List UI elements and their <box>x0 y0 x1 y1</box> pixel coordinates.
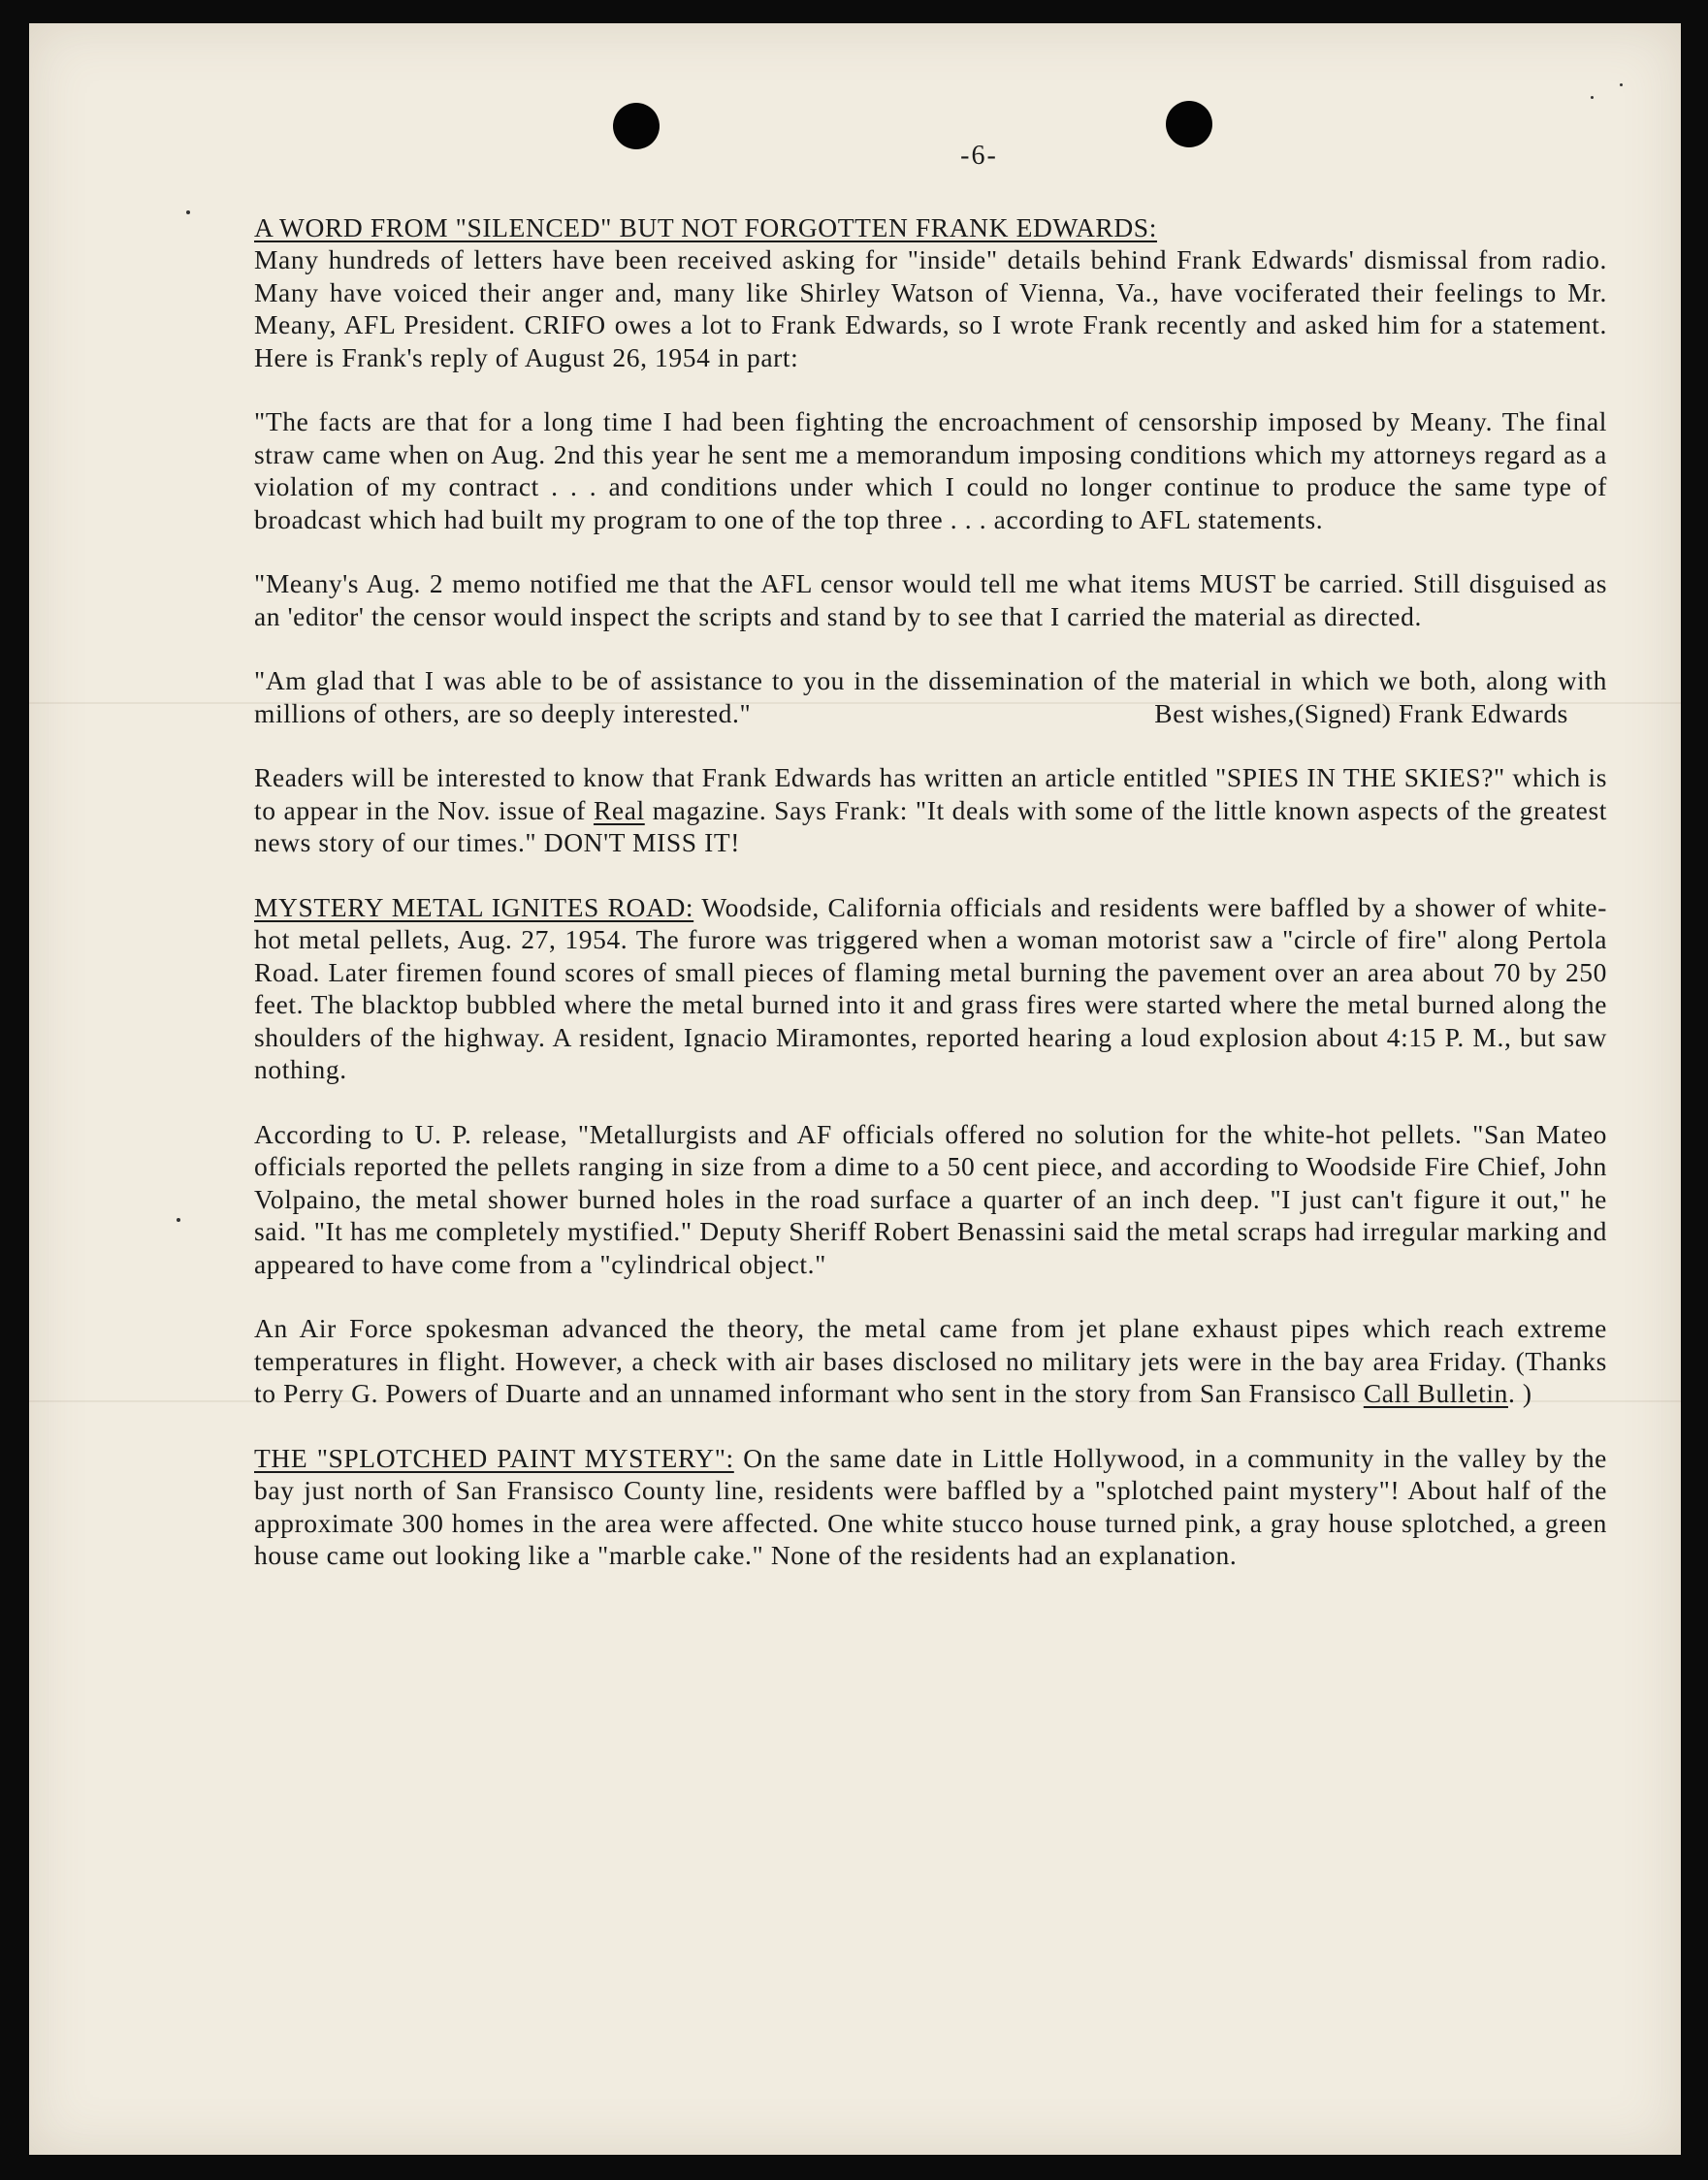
section-heading: MYSTERY METAL IGNITES ROAD: <box>254 891 694 922</box>
section-heading: A WORD FROM "SILENCED" BUT NOT FORGOTTEN FRANK EDWARDS: <box>254 211 1157 242</box>
quote-paragraph <box>254 664 1607 729</box>
section-paragraph <box>254 1312 1607 1410</box>
section-paragraph: According to U. P. release, "Metallurgists and AF officials offered no solution for the white-hot pellets. "San Mateo officials reported the pellets ranging in size from a dime to a 50 cent piece, and according to Woodside Fire Chief, John Volpaino, the metal shower burned holes in the road surface a quarter of an inch deep. "I just can't figure it out," he said. "It has me completely mystified." Deputy Sheriff Robert Benassini said the metal scraps had irregular marking and appeared to have come from a "cylindrical object." <box>254 1118 1607 1279</box>
paper-speck <box>186 210 190 214</box>
section-heading: THE "SPLOTCHED PAINT MYSTERY": <box>254 1442 734 1473</box>
paper-speck <box>177 1218 180 1222</box>
section-body: Woodside, California officials and residents were baffled by a shower of white-hot metal pellets, Aug. 27, 1954. The furore was triggered when a woman motorist saw a "circle of fire" along Pertola Road. Later firemen found scores of small pieces of flaming metal burning the pavement over an area about 70 by 250 feet. The blacktop bubbled where the metal burned into it and grass fires were started where the metal burned along the shoulders of the highway. A resident, Ignacio Miramontes, reported hearing a loud explosion about 4:15 P. M., but saw nothing. <box>254 891 1607 1084</box>
document-page <box>29 23 1681 2155</box>
section-body: . ) <box>1507 1378 1532 1408</box>
page-number: -6- <box>960 141 998 171</box>
signature: Best wishes,(Signed) Frank Edwards <box>1154 697 1568 728</box>
article-text: magazine. Says Frank: "It deals with some of the little known aspects of the greatest news story of our times." DON'T MISS IT! <box>254 794 1607 857</box>
quote-text: "Am glad that I was able to be of assistance to you in the dissemination of the material in which we both, along with millions of others, are so deeply interested." <box>254 665 1607 728</box>
paper-speck <box>1591 96 1594 99</box>
section-mystery-metal <box>254 891 1607 1086</box>
section-frank-edwards <box>254 211 1607 374</box>
section-body: An Air Force spokesman advanced the theory, the metal came from jet plane exhaust pipes which reach extreme temperatures in flight. However, a check with air bases disclosed no military jets were in the bay area Friday. (Thanks to Perry G. Powers of Duarte and an unnamed informant who sent in the story from San Fransisco <box>254 1313 1607 1408</box>
article-text: Readers will be interested to know that Frank Edwards has written an article entitled "SPIES IN THE SKIES?" which is to appear in the Nov. issue of <box>254 762 1607 825</box>
paper-speck <box>1620 83 1623 86</box>
quote-paragraph: "Meany's Aug. 2 memo notified me that the AFL censor would tell me what items MUST be carried. Still disguised as an 'editor' the censor would inspect the scripts and stand by to see that I carried the material as directed. <box>254 568 1607 631</box>
section-intro: Many hundreds of letters have been received asking for "inside" details behind Frank Edwards' dismissal from radio. Many have voiced their anger and, many like Shirley Watson of Vienna, Va., have vociferated their feelings to Mr. Meany, AFL President. CRIFO owes a lot to Frank Edwards, so I wrote Frank recently and asked him for a statement. Here is Frank's reply of August 26, 1954 in part: <box>254 244 1607 372</box>
quote-paragraph: "The facts are that for a long time I had been fighting the encroachment of censorship imposed by Meany. The final straw came when on Aug. 2nd this year he sent me a memorandum imposing conditions which my attorneys regard as a violation of my contract . . . and conditions under which I could no longer continue to produce the same type of broadcast which had built my program to one of the top three . . . according to AFL statements. <box>254 406 1607 534</box>
magazine-title: Real <box>593 794 645 825</box>
document-body <box>254 140 1607 1604</box>
section-body: On the same date in Little Hollywood, in a community in the valley by the bay just north of San Fransisco County line, residents were baffled by a "splotched paint mystery"! About half of the approximate 300 homes in the area were affected. One white stucco house turned pink, a gray house splotched, a green house came out looking like a "marble cake." None of the residents had an explanation. <box>254 1442 1607 1570</box>
section-splotched-paint <box>254 1442 1607 1572</box>
article-note <box>254 761 1607 859</box>
newspaper-title: Call Bulletin <box>1363 1378 1508 1408</box>
